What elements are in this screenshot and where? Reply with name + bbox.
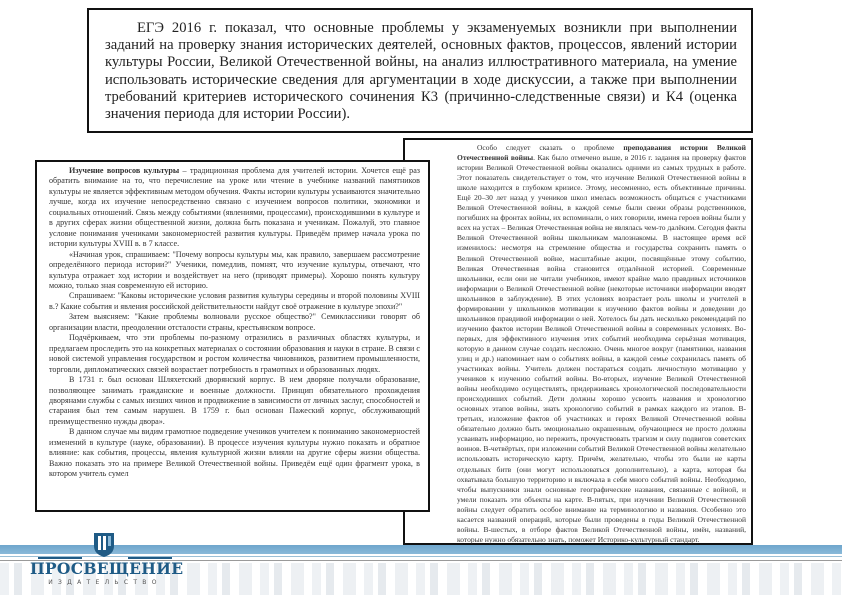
exam-summary-text: ЕГЭ 2016 г. показал, что основные проблемы у экзаменуемых возникли при выполнении заданий на проверку знания исторических деятелей, основных фактов, процессов, явлений истории культуры России, Великой Отечественной войны, на анализ иллюстративного материала, на умение использовать исторические сведения для аргументации в ходе дискуссии, а также при выполнении требований критериев исторического сочинения К3 (причинно-следственные связи) и К4 (оценка значения периода для истории России). [105, 20, 737, 123]
culture-paragraph: В данном случае мы видим грамотное подведение учеников учителем к пониманию закономерностей изменений в культуре (науке, образовании). В процессе изучения культуры нужно показать и обратное влияние: как события, процессы, явления культурной жизни влияли на другие сферы жизни общества. Важно показать это на примере Великой Отечественной войны. Приведём ещё один фрагмент урока, в котором учитель сумел [49, 427, 420, 479]
culture-paragraph: В 1731 г. был основан Шляхетский дворянский корпус. В нем дворяне получали образование, позволяющее занимать гражданские и военные должности. Принцип обязательного прохождения дворянами службы с самых низших чинов и продвижение в зависимости от личных заслуг, способностей и старания был тем самым нарушен. В 1759 г. был основан Пажеский корпус, обслуживающий преимущественно нужды двора». [49, 375, 420, 426]
culture-paragraph: Спрашиваем: "Каковы исторические условия развития культуры середины и второй половины XVIII в.? Какие события и явления российской действительности найдут своё отражение в культуре эпохи?" [49, 291, 420, 311]
wwii-heading: преподавания истории Великой Отечественной войны [457, 143, 746, 163]
culture-paragraph: «Начиная урок, спрашиваем: "Почему вопросы культуры мы, как правило, завершаем рассмотрение определённого периода истории?" Ученики, помедлив, помнят, что изучение культуры, отвечают, что культура отражает ход истории и воздействует на него (приводят примеры). Хорошо понять культуру можно, только зная современную ей историю. [49, 249, 420, 290]
publisher-logo [30, 530, 184, 590]
wwii-paragraph: Особо следует сказать о проблеме преподавания истории Великой Отечественной войны. Как было отмечено выше, в 2016 г. задания на проверку фактов истории Великой Отечественной войны оказались одними из самых трудных в работе. Этот показатель свидетельствует о том, что изучение Великой Отечественной войны в школе находится в глубоком кризисе. Этому, несомненно, есть объективные причины. Ещё 20–30 лет назад у учеников школ имелась возможность общаться с участниками Великой Отечественной войны, в каждой семье были свежи образы родственников, погибших на фронтах войны, их вспоминали, о них говорили, имена героев войны были у всех на устах – Великая Отечественная война не являлась чем-то далёким. Сегодня факты Великой Отечественной войны школьникам малознакомы. В настоящее время всё изменилось: несмотря на стремление общества и государства сохранить память о Великой Отечественной войне, масштабные акции, посвящённые этому событию, Великая Отечественная война становится отдалённой историей. Современные школьники, если они не читали учебников, имеют крайне мало правдивых источников информации о Великой Отечественной войне (некоторые источники информации вводят школьников в заблуждение). В этих условиях возрастает роль школы и учителей в формировании у школьников мотивации к изучению фактов войны и доведении до школьников правдивой информации о ней. Хотелось бы дать несколько рекомендаций по изучению фактов истории Великой Отечественной войны в современных условиях. Во-первых, для эффективного изучения этих событий необходима серьёзная мотивация, которую в данном случае создать несложно. Очень многое вокруг (памятники, названия улиц и др.) напоминает нам о событиях войны, в каждой семье сохранилась память об участниках войны. Учитель должен постараться создать личностную мотивацию у учеников к изучению событий войны. Во-вторых, изучение Великой Отечественной войны необходимо осуществлять, придерживаясь хронологической последовательности происходивших событий. Дети должны хорошо усвоить названия и хронологию основных этапов войны, знать хронологию событий в рамках каждого из этапов. В-третьих, изложение фактов об участниках и героях Великой Отечественной войны обязательно должно быть эмоционально окрашенным, обучающиеся не просто должны усваивать информацию, но пережить, прочувствовать трагизм и силу подвигов советских воинов. В-четвёртых, при изложении событий Великой Отечественной войны желательно использовать историческую карту. Причём, желательно, чтобы это были не карты отдельных битв (они могут использоваться дополнительно), а карта, которая бы охватывала большую территорию и включала в себя много событий войны. Необходимо, чтобы выпускники знали основные географические названия, связанные с войной, и умели показать эти объекты на карте. В-пятых, при изучении Великой Отечественной войны следует обратить особое внимание на терминологию и названия. Особенно это касается названий операций, которые были проведены в годы Великой Отечественной войны. В-шестых, в отборе фактов Великой Отечественной войны, имён, названий, которые нужно обязательно знать, поможет Историко-культурный стандарт. [457, 143, 746, 544]
document-excerpt-culture [35, 160, 430, 512]
shield-logo-icon [93, 532, 115, 558]
culture-paragraph: Подчёркиваем, что эти проблемы по-разному отразились в различных областях культуры, и предлагаем проследить это на конкретных материалах о состоянии образования и науки в стране. В связи с новой системой управления государством и ростом количества чиновников, развитием промышленности, торговли, дипломатических связей возрастает потребность в грамотных и образованных людях. [49, 333, 420, 374]
culture-heading: Изучение вопросов культуры [69, 166, 180, 175]
logo-name: ПРОСВЕЩЕНИЕ [30, 559, 184, 578]
culture-paragraph: Затем выясняем: "Какие проблемы волновали русское общество?" Семиклассники говорят об организации власти, преодолении отсталости страны, крестьянском вопросе. [49, 312, 420, 332]
document-excerpt-wwii [403, 138, 753, 545]
logo-subtitle: ИЗДАТЕЛЬСТВО [48, 579, 162, 586]
culture-paragraph: Изучение вопросов культуры – традиционная проблема для учителей истории. Хочется ещё раз обратить внимание на то, что перечисление на уроке или чтение в учебнике названий памятников культуры не является эффективным методом обучения. Факты истории культуры усваиваются значительно лучше, когда их изучение непосредственно связано с изучением вопросов политики, экономики и социальных отношений. Связь между событиями (явлениями, процессами), происходившими в культуре и в других сферах жизни общественной жизни, должна быть показана и ученикам. Пожалуй, это главное условие понимания учениками закономерностей развития культуры. Приведём пример начала урока по истории культуры XVIII в. в 7 классе. [49, 166, 420, 249]
exam-summary-box [87, 8, 753, 133]
